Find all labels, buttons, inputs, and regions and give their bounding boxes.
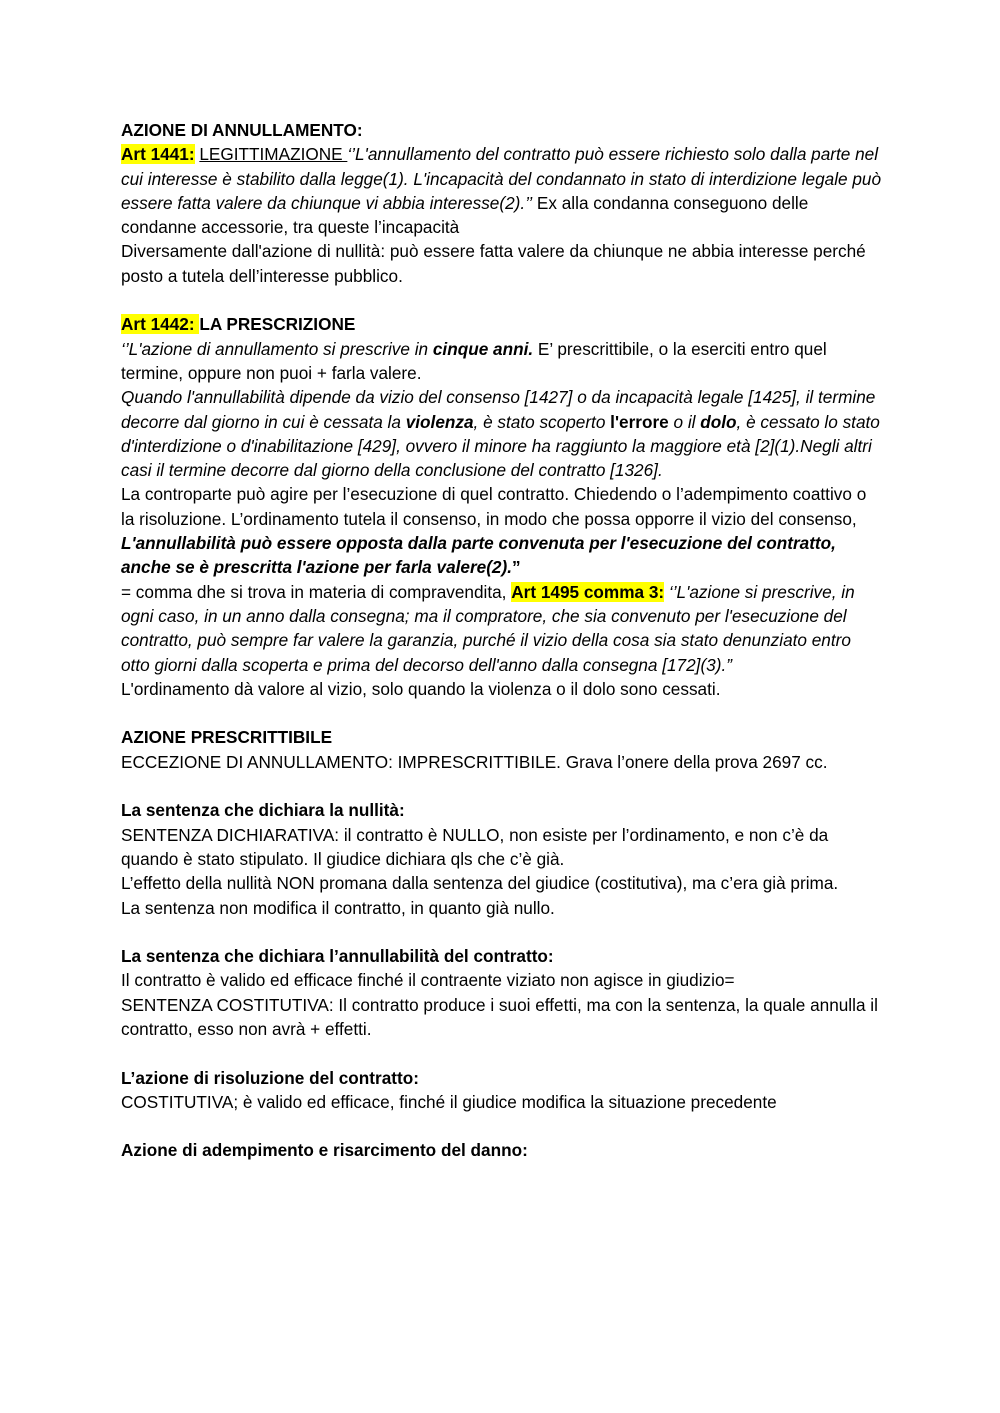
art-1442-quote-2 bbox=[121, 385, 882, 482]
quote-emphasis: violenza bbox=[405, 411, 474, 432]
heading-azione-annullamento: AZIONE DI ANNULLAMENTO: bbox=[121, 120, 363, 140]
art-1441-quote: ‘’L'annullamento del contratto può essere richiesto solo dalla parte nel cui interesse è stabilito dalla legge(1). L'incapacità del condannato in stato di interdizione legale può essere fatta valere da chiunque vi abbia interesse(2).’’ bbox=[121, 144, 882, 213]
annullabilita-bold-quote bbox=[121, 531, 882, 580]
art-1442-label: Art 1442: bbox=[121, 314, 200, 335]
quote-end: ” bbox=[512, 557, 521, 578]
sentenza-costitutiva: SENTENZA COSTITUTIVA: Il contratto produce i suoi effetti, ma con la sentenza, la quale annulla il contratto, esso non avrà + effetti. bbox=[121, 994, 878, 1039]
art-1495-paragraph bbox=[121, 580, 882, 677]
heading-azione-prescrittibile: AZIONE PRESCRITTIBILE bbox=[121, 727, 333, 748]
art-1441-label: Art 1441: bbox=[121, 144, 195, 165]
art-1442-quote-1 bbox=[121, 337, 882, 386]
art-1495-label: Art 1495 comma 3: bbox=[511, 581, 665, 602]
quote-text: , è cessato lo stato d'interdizione o d'inabilitazione [429], ovvero il minore ha raggiunto la maggiore età [2](1).Negli altri casi il termine decorre dal giorno della conclusione del contratto [1326]. bbox=[121, 411, 880, 481]
nullita-comparison: Diversamente dall'azione di nullità: può essere fatta valere da chiunque ne abbia interesse perché posto a tutela dell’interesse pubblico. bbox=[121, 241, 866, 286]
controparte-paragraph: La controparte può agire per l’esecuzione di quel contratto. Chiedendo o l’adempimento coattivo o la risoluzione. L’ordinamento tutela il consenso, in modo che possa opporre il vizio del consenso, bbox=[121, 484, 867, 529]
quote-text: , è stato scoperto bbox=[473, 411, 611, 432]
quote-note: E’ prescrittibile, o la eserciti entro quel termine, oppure non puoi + farla valere. bbox=[121, 338, 827, 383]
art-1441-paragraph bbox=[121, 142, 882, 239]
ordinamento-paragraph: L'ordinamento dà valore al vizio, solo quando la violenza o il dolo sono cessati. bbox=[121, 678, 721, 699]
quote-text: ‘’L'azione di annullamento si prescrive in bbox=[121, 338, 433, 359]
quote-emphasis: cinque anni. bbox=[432, 338, 534, 359]
art-1441-title: LEGITTIMAZIONE bbox=[199, 144, 348, 165]
quote-emphasis: l'errore bbox=[610, 411, 669, 432]
art-1495-quote: ‘’L'azione si prescrive, in ogni caso, in un anno dalla consegna; ma il compratore, che sia convenuto per l'esecuzione del contratto, può sempre far valere la garanzia, purché il vizio della cosa sia stato denunziato entro otto giorni dalla scoperta e prima del decorso dell'anno dalla consegna [172](3).” bbox=[121, 581, 855, 675]
costitutiva-paragraph: COSTITUTIVA; è valido ed efficace, finché il giudice modifica la situazione precedente bbox=[121, 1091, 777, 1112]
heading-sentenza-annullabilita: La sentenza che dichiara l’annullabilità del contratto: bbox=[121, 946, 554, 967]
heading-azione-adempimento: Azione di adempimento e risarcimento del danno: bbox=[121, 1140, 528, 1161]
sentenza-dichiarativa: SENTENZA DICHIARATIVA: il contratto è NULLO, non esiste per l’ordinamento, e non c’è da quando è stato stipulato. Il giudice dichiara qls che c’è già. bbox=[121, 824, 829, 869]
quote-text: o il bbox=[668, 411, 701, 432]
eccezione-paragraph: ECCEZIONE DI ANNULLAMENTO: IMPRESCRITTIBILE. Grava l’onere della prova 2697 cc. bbox=[121, 751, 828, 772]
effetto-nullita: L’effetto della nullità NON promana dalla sentenza del giudice (costitutiva), ma c’era già prima. bbox=[121, 873, 839, 894]
quote-emphasis: dolo bbox=[700, 411, 737, 432]
quote-text: L'annullabilità può essere opposta dalla parte convenuta per l'esecuzione del contratto, anche se è prescritta l'azione per farla valere(2). bbox=[121, 533, 836, 578]
heading-azione-risoluzione: L’azione di risoluzione del contratto: bbox=[121, 1067, 419, 1088]
art-1441-note: Ex alla condanna conseguono delle condanne accessorie, tra queste l’incapacità bbox=[121, 192, 809, 238]
quote-text: Quando l'annullabilità dipende da vizio del consenso [1427] o da incapacità legale [1425], il termine decorre dal giorno in cui è cessata la bbox=[121, 387, 876, 432]
text: = comma dhe si trova in materia di compravendita, bbox=[121, 581, 512, 602]
heading-sentenza-nullita: La sentenza che dichiara la nullità: bbox=[121, 800, 405, 821]
sentenza-non-modifica: La sentenza non modifica il contratto, in quanto già nullo. bbox=[121, 897, 555, 918]
contratto-valido: Il contratto è valido ed efficace finché il contraente viziato non agisce in giudizio= bbox=[121, 970, 735, 991]
art-1442-title: LA PRESCRIZIONE bbox=[199, 314, 356, 335]
art-1442-heading bbox=[121, 312, 882, 336]
